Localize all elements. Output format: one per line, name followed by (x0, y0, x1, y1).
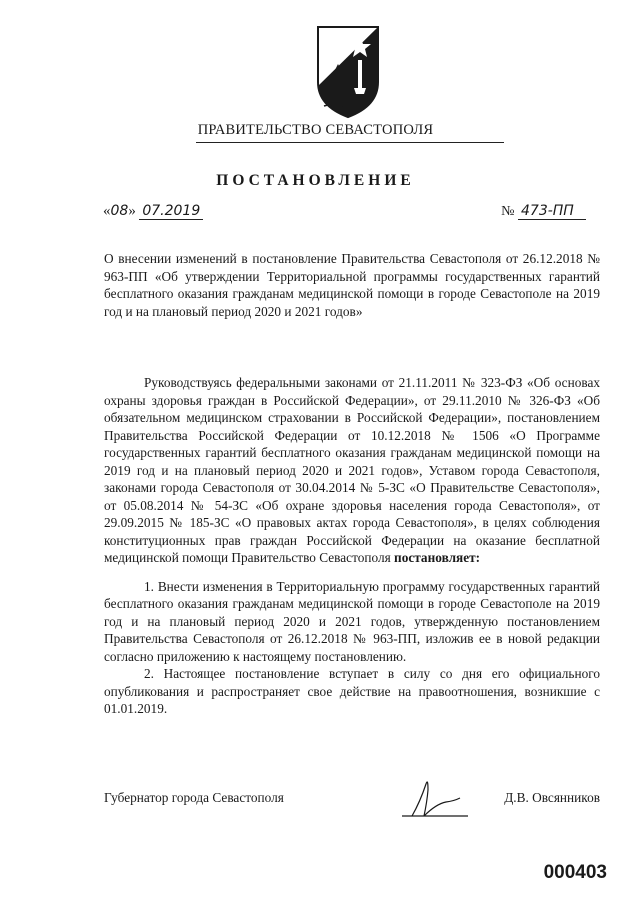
document-date (103, 203, 203, 220)
date-open-quote: « (103, 203, 111, 219)
number-value: 473-ПП (518, 203, 586, 220)
item-1: 1. Внести изменения в Территориальную программу государственных гарантий бесплатного оказания гражданам медицинской помощи в городе Севастополе на 2019 год и на плановый период 2020 и 2021 годов, утвержденную постановлением Правительства Севастополя от 26.12.2018 № 963-ПП, изложив ее в новой редакции согласно приложению к настоящему постановлению. (104, 578, 600, 664)
preamble-paragraph (104, 374, 600, 567)
document-number (501, 203, 586, 220)
signatory-name: Д.В. Овсянников (504, 790, 600, 805)
decree-word: постановляет: (394, 550, 481, 565)
document-body (104, 374, 600, 718)
date-month-year: 07.2019 (139, 203, 203, 220)
document-subject: О внесении изменений в постановление Правительства Севастополя от 26.12.2018 № 963-ПП «Об утверждении Территориальной программы государственных гарантий бесплатного оказания гражданам медицинской помощи в городе Севастополе на 2019 год и на плановый период 2020 и 2021 годов» (104, 251, 600, 319)
government-title: ПРАВИТЕЛЬСТВО СЕВАСТОПОЛЯ (197, 122, 434, 138)
item-2: 2. Настоящее постановление вступает в силу со дня его официального опубликования и распространяет свое действие на правоотношения, возникшие с 01.01.2019. (104, 666, 600, 716)
date-day: 08 (110, 203, 129, 219)
title-underline (196, 142, 504, 143)
document-type: ПОСТАНОВЛЕНИЕ (216, 172, 415, 189)
registration-number: 000403 (543, 862, 607, 883)
coat-of-arms-icon (314, 24, 382, 120)
date-close-quote: » (128, 203, 136, 219)
handwritten-signature (382, 776, 472, 820)
preamble-text: Руководствуясь федеральными законами от 21.11.2011 № 323-ФЗ «Об основах охраны здоровья граждан в Российской Федерации», от 29.11.2010 № 326-ФЗ «Об обязательном медицинском страховании в Российской Федерации», постановлением Правительства Российской Федерации от 10.12.2018 № 1506 «О Программе государственных гарантий бесплатного оказания гражданам медицинской помощи на 2019 год и на плановый период 2020 и 2021 годов», Уставом города Севастополя, законами города Севастополя от 30.04.2014 № 5-ЗС «О Правительстве Севастополя», от 05.08.2014 № 54-ЗС «Об охране здоровья населения города Севастополя», от 29.09.2015 № 185-ЗС «О правовых актах города Севастополя», в целях соблюдения конституционных прав граждан Российской Федерации на оказание бесплатной медицинской помощи Правительство Севастополя (104, 375, 600, 565)
number-prefix: № (501, 204, 515, 219)
signatory-position: Губернатор города Севастополя (104, 790, 284, 805)
signature-block (104, 790, 600, 820)
